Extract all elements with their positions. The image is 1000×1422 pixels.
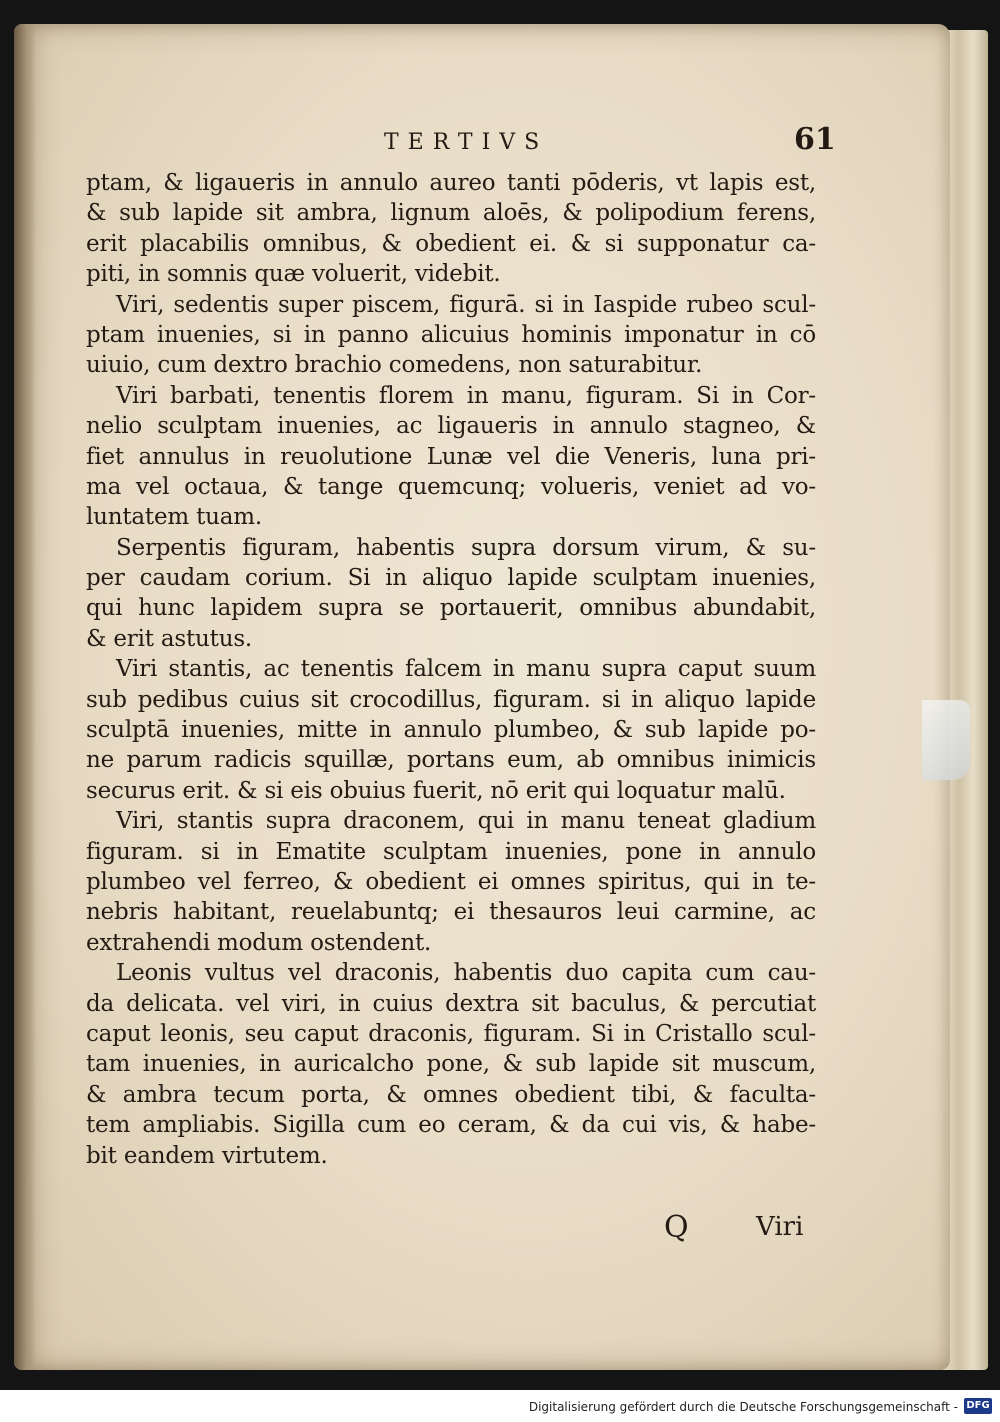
dfg-logo: DFG xyxy=(964,1398,992,1414)
paragraph xyxy=(86,958,816,1171)
body-text xyxy=(86,168,816,1171)
catchword-line xyxy=(660,1210,810,1250)
text-line: per caudam corium. Si in aliquo lapide sculptam inuenies, xyxy=(86,565,816,592)
clip-icon xyxy=(922,700,970,780)
text-line: Leonis vultus vel draconis, habentis duo capita cum cau- xyxy=(116,960,816,987)
paragraph xyxy=(86,533,816,655)
text-line: bit eandem virtutem. xyxy=(86,1142,328,1169)
text-line: & sub lapide sit ambra, lignum aloēs, & polipodium ferens, xyxy=(86,200,816,227)
text-line: Serpentis figuram, habentis supra dorsum virum, & su- xyxy=(116,534,816,561)
text-line: ptam inuenies, si in panno alicuius hominis imponatur in cō xyxy=(86,321,816,348)
paragraph xyxy=(86,290,816,381)
catchword: Viri xyxy=(756,1212,804,1242)
text-line: uiuio, cum dextro brachio comedens, non saturabitur. xyxy=(86,352,703,379)
text-line: ma vel octaua, & tange quemcunq; volueris, veniet ad vo- xyxy=(86,473,816,500)
text-line: Viri stantis, ac tenentis falcem in manu supra caput suum xyxy=(116,656,816,683)
paragraph xyxy=(86,381,816,533)
text-line: da delicata. vel viri, in cuius dextra sit baculus, & percutiat xyxy=(86,990,816,1017)
text-line: & erit astutus. xyxy=(86,625,253,652)
page-header xyxy=(14,122,950,168)
signature-mark: Q xyxy=(664,1210,689,1245)
text-line: caput leonis, seu caput draconis, figuram. Si in Cristallo scul- xyxy=(86,1020,816,1047)
binding-gutter xyxy=(14,24,36,1370)
text-line: Viri barbati, tenentis florem in manu, figuram. Si in Cor- xyxy=(116,382,816,409)
text-line: & ambra tecum porta, & omnes obedient tibi, & faculta- xyxy=(86,1081,816,1108)
text-line: sub pedibus cuius sit crocodillus, figuram. si in aliquo lapide xyxy=(86,686,816,713)
text-line: erit placabilis omnibus, & obedient ei. & si supponatur ca- xyxy=(86,230,816,257)
text-line: piti, in somnis quæ voluerit, videbit. xyxy=(86,261,501,288)
text-line: ne parum radicis squillæ, portans eum, ab omnibus inimicis xyxy=(86,747,816,774)
text-line: figuram. si in Ematite sculptam inuenies, pone in annulo xyxy=(86,838,816,865)
text-line: extrahendi modum ostendent. xyxy=(86,929,432,956)
text-line: securus erit. & si eis obuius fuerit, nō erit qui loquatur malū. xyxy=(86,777,786,804)
text-line: nebris habitant, reuelabuntq; ei thesauros leui carmine, ac xyxy=(86,899,816,926)
text-line: qui hunc lapidem supra se portauerit, omnibus abundabit, xyxy=(86,595,816,622)
text-line: luntatem tuam. xyxy=(86,504,263,531)
text-line: ptam, & ligaueris in annulo aureo tanti pōderis, vt lapis est, xyxy=(86,170,816,196)
text-line: Viri, stantis supra draconem, qui in manu teneat gladium xyxy=(116,808,816,835)
footer-bar xyxy=(0,1390,1000,1422)
text-line: fiet annulus in reuolutione Lunæ vel die Veneris, luna pri- xyxy=(86,443,816,470)
text-line: sculptā inuenies, mitte in annulo plumbeo, & sub lapide po- xyxy=(86,717,816,744)
paragraph xyxy=(86,654,816,806)
text-line: tam inuenies, in auricalcho pone, & sub lapide sit muscum, xyxy=(86,1051,816,1078)
page-number: 61 xyxy=(794,122,836,157)
paragraph xyxy=(86,806,816,958)
paragraph xyxy=(86,168,816,290)
text-line: plumbeo vel ferreo, & obedient ei omnes spiritus, qui in te- xyxy=(86,868,816,895)
funding-credit: Digitalisierung gefördert durch die Deutsche Forschungsgemeinschaft - xyxy=(528,1400,958,1414)
running-head: TERTIVS xyxy=(384,130,549,155)
text-line: nelio sculptam inuenies, ac ligaueris in annulo stagneo, & xyxy=(86,413,816,440)
text-line: tem ampliabis. Sigilla cum eo ceram, & da cui vis, & habe- xyxy=(86,1112,816,1139)
text-line: Viri, sedentis super piscem, figurā. si in Iaspide rubeo scul- xyxy=(116,291,816,318)
